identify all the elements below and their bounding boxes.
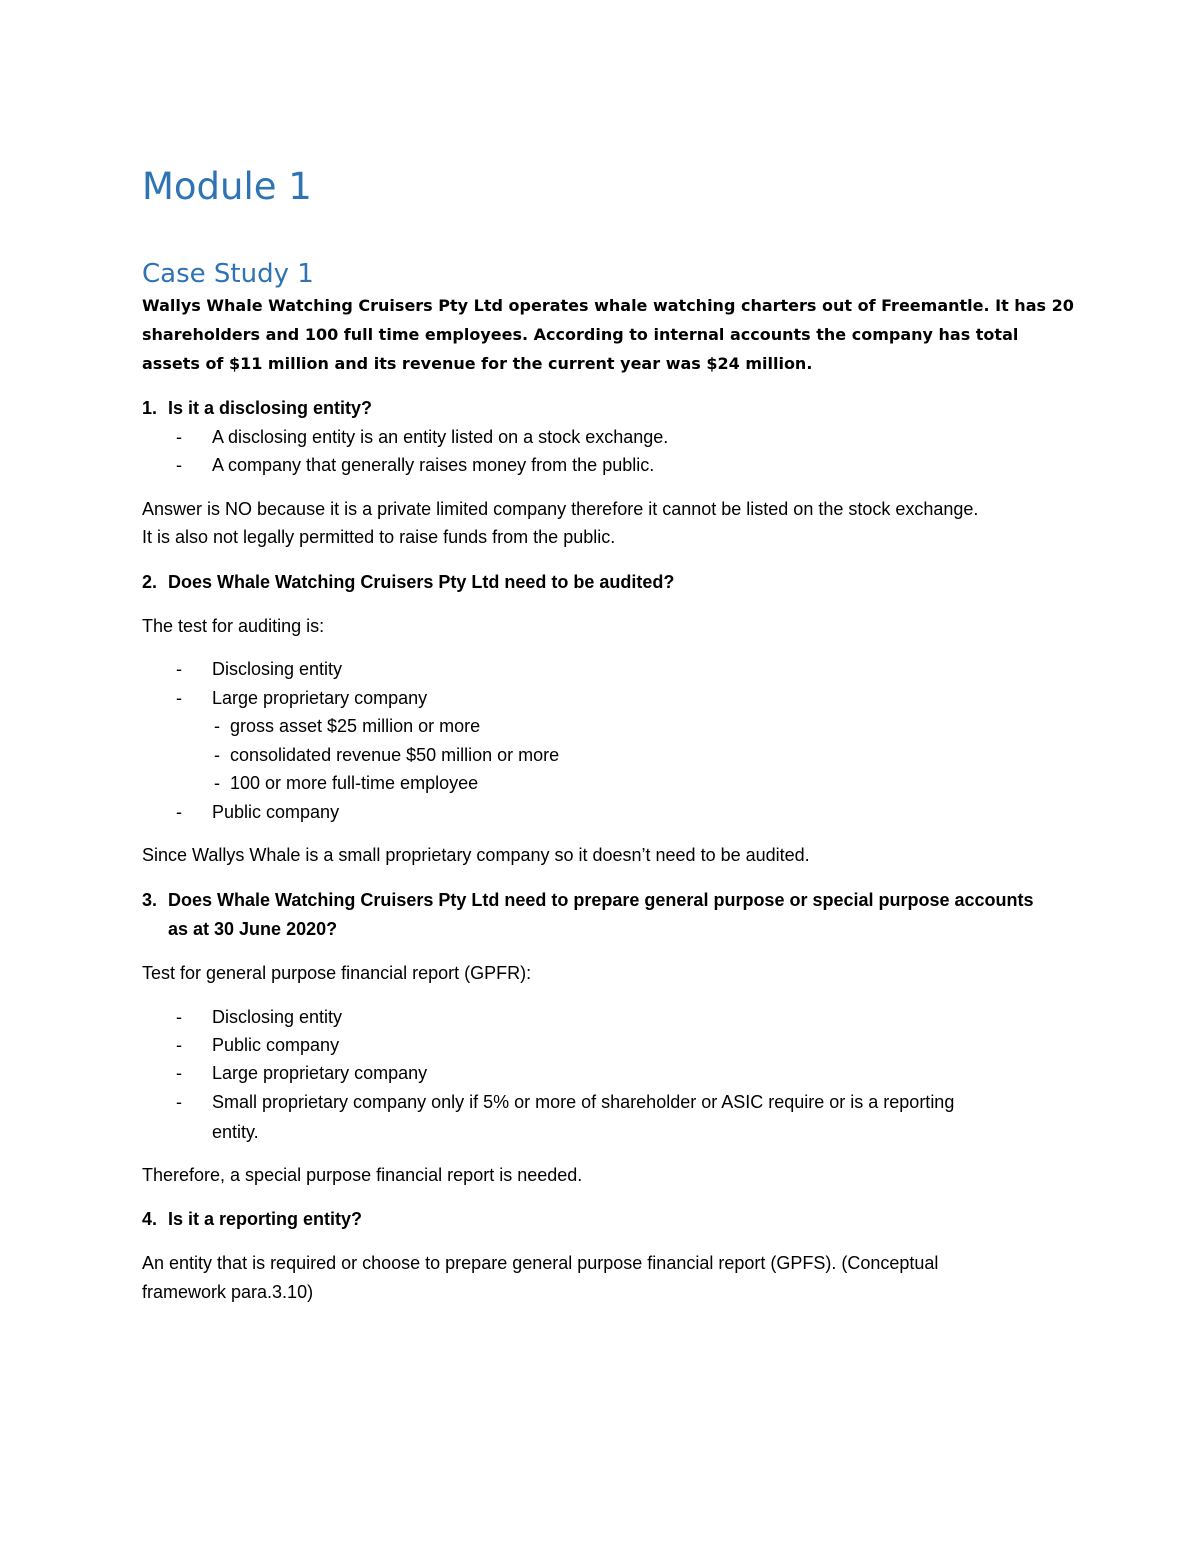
lead-text: The test for auditing is: [142,616,325,636]
sub-bullet-dash: - [214,745,220,765]
question-text: as at 30 June 2020? [168,919,338,939]
sub-bullet-dash: - [214,716,220,736]
bullet-dash: - [176,427,182,447]
bullet-item: Public company [212,1035,340,1055]
question-number: 2. [142,572,158,592]
bullet-item: Disclosing entity [212,1007,343,1027]
bullet-dash: - [176,659,182,679]
bullet-dash: - [176,1035,182,1055]
answer-text: Answer is NO because it is a private limited company therefore it cannot be listed on the stock exchange. [142,499,979,519]
lead-text: Test for general purpose financial report (GPFR): [142,963,532,983]
answer-text: Therefore, a special purpose financial report is needed. [142,1165,583,1185]
question-text: Does Whale Watching Cruisers Pty Ltd need to prepare general purpose or special purpose accounts [168,890,1034,910]
sub-bullet-item: 100 or more full-time employee [230,773,479,793]
bullet-item: A company that generally raises money from the public. [212,455,655,475]
case-study-title: Case Study 1 [142,259,314,289]
answer-text: An entity that is required or choose to prepare general purpose financial report (GPFS). (Conceptual [142,1253,939,1273]
bullet-item: Large proprietary company [212,688,428,708]
bullet-dash: - [176,1092,182,1112]
sub-bullet-item: gross asset $25 million or more [230,716,481,736]
intro-line: shareholders and 100 full time employees. According to internal accounts the company has total [142,325,1019,344]
question-number: 4. [142,1209,158,1229]
bullet-dash: - [176,688,182,708]
module-title: Module 1 [142,165,312,208]
bullet-continuation: entity. [212,1122,259,1142]
bullet-dash: - [176,455,182,475]
answer-text: framework para.3.10) [142,1282,314,1302]
question-text: Is it a disclosing entity? [168,398,373,418]
question-number: 3. [142,890,158,910]
sub-bullet-dash: - [214,773,220,793]
intro-line: assets of $11 million and its revenue for the current year was $24 million. [142,354,813,373]
intro-line: Wallys Whale Watching Cruisers Pty Ltd operates whale watching charters out of Freemantle. It has 20 [142,296,1074,315]
answer-text: It is also not legally permitted to raise funds from the public. [142,527,616,547]
bullet-item: Public company [212,802,340,822]
question-text: Does Whale Watching Cruisers Pty Ltd need to be audited? [168,572,675,592]
sub-bullet-item: consolidated revenue $50 million or more [230,745,560,765]
answer-text: Since Wallys Whale is a small proprietary company so it doesn’t need to be audited. [142,845,810,865]
bullet-dash: - [176,1063,182,1083]
bullet-item: Small proprietary company only if 5% or more of shareholder or ASIC require or is a reporting [212,1092,955,1112]
bullet-dash: - [176,802,182,822]
bullet-item: A disclosing entity is an entity listed on a stock exchange. [212,427,669,447]
question-text: Is it a reporting entity? [168,1209,363,1229]
bullet-item: Disclosing entity [212,659,343,679]
bullet-item: Large proprietary company [212,1063,428,1083]
bullet-dash: - [176,1007,182,1027]
question-number: 1. [142,398,158,418]
